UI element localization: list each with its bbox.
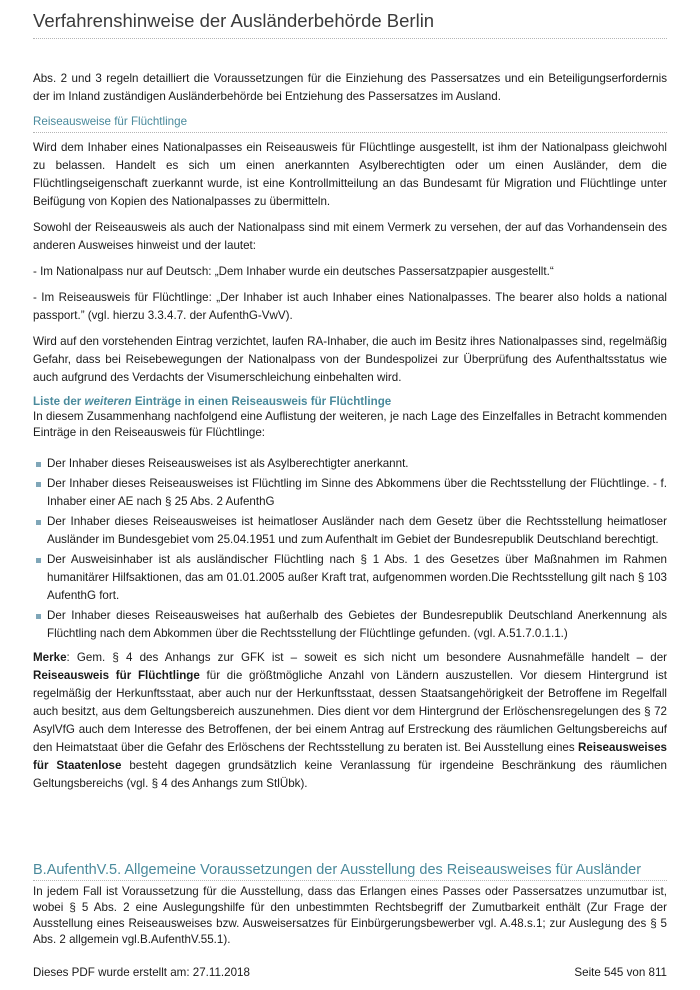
note-bold-2: Reiseausweises für Staatenlose (33, 741, 667, 772)
refugee-paragraph-1: Wird dem Inhaber eines Nationalpasses ein Reiseausweis für Flüchtlinge ausgestellt, ist ihm der Nationalpass gleichwohl zu belassen. Handelt es sich um einen anerkannten Asylberechtigten oder um einen Ausländer, dem die Flüchtlingseigenschaft zuerkannt wurde, ist eine Kontrollmitteilung an das Bundesamt für Migration und Flüchtlinge unter Beifügung von Kopien des Nationalpasses zu übermitteln. (33, 141, 667, 208)
main-content (33, 70, 667, 801)
page-title: Verfahrenshinweise der Ausländerbehörde Berlin (33, 10, 667, 39)
note-paragraph (33, 649, 667, 793)
national-passport-note: - Im Nationalpass nur auf Deutsch: „Dem Inhaber wurde ein deutsches Passersatzpapier ausgestellt.“ (33, 265, 554, 278)
square-bullet-icon (36, 558, 41, 563)
list-item (33, 513, 667, 549)
note-text-3: besteht dagegen grundsätzlich keine Veranlassung für irgendeine Beschränkung des räumlichen Geltungsbereichs (vgl. § 4 des Anhangs zum StlÜbk). (33, 759, 668, 790)
created-date: Dieses PDF wurde erstellt am: 27.11.2018 (33, 966, 250, 979)
entries-list-heading (33, 395, 667, 409)
note-text-2: für die größtmögliche Anzahl von Ländern auszustellen. Vor diesem Hintergrund ist regelmäßig der Herkunftsstaat, aber auch nur der Herkunftsstaat, dessen Staatsangehörigkeit der Betroffene im Regelfall auch besitzt, aus dem Geltungsbereich auszunehmen. Dies dient vor dem Hintergrund der Erlöschensregelungen des § 72 AsylVfG auch dem Interesse des Betroffenen, der bei einem Antrag auf Erstreckung des räumlichen Geltungsbereichs auf den Heimatstaat über die Gefahr des Erlöschens der Rechtsstellung zu beraten ist. Bei Ausstellung eines (33, 669, 668, 754)
list-heading-pre: Liste der (33, 395, 85, 408)
list-item (33, 475, 667, 511)
note-label: Merke (33, 651, 67, 664)
intro-paragraph: Abs. 2 und 3 regeln detailliert die Voraussetzungen für die Einziehung des Passersatzes und ein Beteiligungserfordernis der im Inland zuständigen Ausländerbehörde bei Entziehung des Passersatzes im Ausland. (33, 72, 667, 103)
list-item-text: Der Inhaber dieses Reiseausweises ist Flüchtling im Sinne des Abkommens über die Rechtsstellung der Flüchtlinge. - f. Inhaber einer AE nach § 25 Abs. 2 AufenthG (47, 477, 667, 508)
square-bullet-icon (36, 520, 41, 525)
list-item (33, 455, 667, 473)
list-heading-emphasis: weiteren (84, 395, 132, 408)
square-bullet-icon (36, 614, 41, 619)
entries-list (33, 455, 667, 643)
section-title: B.AufenthV.5. Allgemeine Voraussetzungen der Ausstellung des Reiseausweises für Ausländer (33, 862, 667, 881)
list-heading-post: Einträge in einen Reiseausweis für Flüchtlinge (131, 395, 392, 408)
general-requirements-section (33, 862, 667, 948)
square-bullet-icon (36, 482, 41, 487)
page-number: Seite 545 von 811 (574, 966, 667, 979)
refugee-passport-heading: Reiseausweise für Flüchtlinge (33, 114, 667, 133)
note-bold-1: Reiseausweis für Flüchtlinge (33, 669, 200, 682)
entries-list-intro: In diesem Zusammenhang nachfolgend eine Auflistung der weiteren, je nach Lage des Einzelfalles in Betracht kommenden Einträge in den Reiseausweis für Flüchtlinge: (33, 410, 667, 439)
list-item-text: Der Inhaber dieses Reiseausweises hat außerhalb des Gebietes der Bundesrepublik Deutschland Anerkennung als Flüchtling nach dem Abkommen über die Rechtsstellung der Flüchtlinge gefunden. (vgl. A.51.7.0.1.1.) (47, 609, 667, 640)
list-item (33, 607, 667, 643)
list-item-text: Der Inhaber dieses Reiseausweises ist als Asylberechtigter anerkannt. (47, 457, 409, 470)
page-footer (33, 966, 667, 979)
square-bullet-icon (36, 462, 41, 467)
travel-document-note: - Im Reiseausweis für Flüchtlinge: „Der Inhaber ist auch Inhaber eines Nationalpasses. The bearer also holds a national passport.” (vgl. hierzu 3.3.4.7. der AufenthG-VwV). (33, 291, 667, 322)
section-body: In jedem Fall ist Voraussetzung für die Ausstellung, dass das Erlangen eines Passes oder Passersatzes unzumutbar ist, wobei § 5 Abs. 2 eine Auslegungshilfe für den unbestimmten Rechtsbegriff der Zumutbarkeit enthält (Zur Frage der Ausstellung eines Reiseausweises bzw. Ausweisersatzes für Einbürgerungsbewerber vgl. A.48.s.1; zur Auslegung des § 5 Abs. 2 allgemein vgl.B.AufenthV.55.1). (33, 885, 667, 946)
list-item-text: Der Inhaber dieses Reiseausweises ist heimatloser Ausländer nach dem Gesetz über die Rechtsstellung heimatloser Ausländer im Bundesgebiet vom 25.04.1951 und zum Aufenthalt im Gebiet der Bundesrepublik Deutschland berechtigt. (47, 515, 667, 546)
refugee-paragraph-5: Wird auf den vorstehenden Eintrag verzichtet, laufen RA-Inhaber, die auch im Besitz ihres Nationalpasses sind, regelmäßig Gefahr, dass bei Reisebewegungen der Nationalpass von der Bundespolizei zur Überprüfung des Aufenthaltsstatus wie auch aufgrund des Verdachts der Visumerschleichung einbehalten wird. (33, 335, 667, 384)
note-text-1: : Gem. § 4 des Anhangs zur GFK ist – soweit es sich nicht um besondere Ausnahmefälle handelt – der (66, 651, 667, 664)
list-item (33, 551, 667, 605)
refugee-paragraph-2: Sowohl der Reiseausweis als auch der Nationalpass sind mit einem Vermerk zu versehen, der auf das Vorhandensein des anderen Ausweises hinweist und der lautet: (33, 221, 667, 252)
list-item-text: Der Ausweisinhaber ist als ausländischer Flüchtling nach § 1 Abs. 1 des Gesetzes über Maßnahmen im Rahmen humanitärer Hilfsaktionen, das am 01.01.2005 außer Kraft trat, aufgenommen worden.Die Rechtsstellung gilt nach § 103 AufenthG fort. (47, 553, 667, 602)
